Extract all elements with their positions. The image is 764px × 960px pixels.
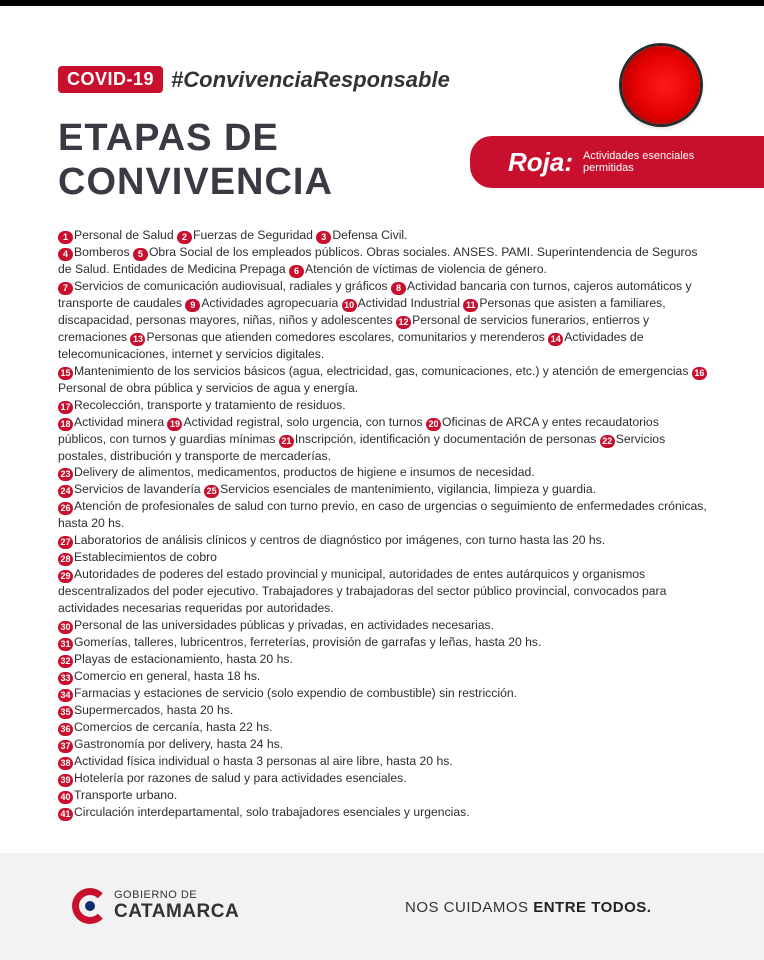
list-item <box>58 363 708 397</box>
item-number-badge: 41 <box>58 808 73 821</box>
item-text: Servicios de lavandería <box>74 482 205 497</box>
item-text: Atención de víctimas de violencia de género. <box>305 262 547 276</box>
item-text: Personas que atienden comedores escolares, comunitarios y merenderos <box>146 330 549 344</box>
item-text: Servicios esenciales de mantenimiento, vigilancia, limpieza y guardia. <box>220 482 597 497</box>
item-number-badge: 2 <box>177 231 192 244</box>
item-number-badge: 5 <box>133 248 148 261</box>
item-number-badge: 19 <box>167 418 182 431</box>
item-number-badge: 12 <box>396 316 411 329</box>
list-item <box>58 464 708 481</box>
item-number-badge: 39 <box>58 774 73 787</box>
item-number-badge: 13 <box>130 333 145 346</box>
item-text: Gastronomía por delivery, hasta 24 hs. <box>74 736 284 751</box>
list-item <box>58 685 708 702</box>
item-number-badge: 24 <box>58 485 73 498</box>
item-text: Actividad registral, solo urgencia, con turnos <box>183 414 427 429</box>
item-number-badge: 17 <box>58 401 73 414</box>
gov-line-1: GOBIERNO DE <box>114 889 198 901</box>
item-number-badge: 23 <box>58 468 73 481</box>
item-number-badge: 34 <box>58 689 73 702</box>
item-text: Establecimientos de cobro <box>74 550 217 565</box>
item-text: Recolección, transporte y tratamiento de residuos. <box>74 397 346 412</box>
title-line-2: CONVIVENCIA <box>58 161 333 203</box>
item-number-badge: 14 <box>548 333 563 346</box>
item-text: Inscripción, identificación y documentación de personas <box>294 431 600 446</box>
slogan-part-1: NOS CUIDAMOS <box>405 899 534 916</box>
covid-badge: COVID-19 <box>58 66 163 93</box>
item-text: Servicios de comunicación audiovisual, radiales y gráficos <box>74 279 392 293</box>
top-border <box>0 0 764 6</box>
item-text: Atención de profesionales de salud con turno previo, en caso de urgencias o seguimiento de enfermedades crónicas, hasta 20 hs. <box>58 499 707 531</box>
item-text: Hotelería por razones de salud y para actividades esenciales. <box>74 770 407 785</box>
item-number-badge: 9 <box>185 299 200 312</box>
item-number-badge: 11 <box>463 299 478 312</box>
list-item <box>58 702 708 719</box>
item-number-badge: 21 <box>279 435 294 448</box>
slogan <box>405 899 651 916</box>
item-text: Comercio en general, hasta 18 hs. <box>74 668 261 683</box>
list-item <box>58 770 708 787</box>
item-number-badge: 6 <box>289 265 304 278</box>
government-logo <box>72 888 239 924</box>
item-text: Fuerzas de Seguridad <box>193 228 317 242</box>
red-light-icon <box>622 46 700 124</box>
item-number-badge: 31 <box>58 638 73 651</box>
item-number-badge: 35 <box>58 706 73 719</box>
item-text: Personal de Salud <box>74 228 177 242</box>
item-number-badge: 4 <box>58 248 73 261</box>
item-number-badge: 29 <box>58 570 73 583</box>
item-number-badge: 26 <box>58 502 73 515</box>
item-number-badge: 10 <box>342 299 357 312</box>
item-number-badge: 1 <box>58 231 73 244</box>
item-number-badge: 25 <box>204 485 219 498</box>
item-number-badge: 16 <box>692 367 707 380</box>
header-tag <box>58 66 450 93</box>
list-item <box>58 634 708 651</box>
item-number-badge: 38 <box>58 757 73 770</box>
item-number-badge: 20 <box>426 418 441 431</box>
item-number-badge: 3 <box>316 231 331 244</box>
list-item <box>58 753 708 770</box>
list-item <box>58 787 708 804</box>
stage-desc-line-1: Actividades esenciales <box>583 150 695 162</box>
list-item <box>58 719 708 736</box>
stage-description <box>583 150 694 174</box>
item-text: Autoridades de poderes del estado provincial y municipal, autoridades de entes autárquicos y organismos descentralizados del poder ejecutivo. Trabajadores y trabajadoras del sector público provincial, convocados para actividades necesarias requeridas por autoridades. <box>58 567 667 615</box>
item-number-badge: 22 <box>600 435 615 448</box>
item-text: Delivery de alimentos, medicamentos, productos de higiene e insumos de necesidad. <box>74 465 535 480</box>
item-number-badge: 28 <box>58 553 73 566</box>
item-text: Personal de las universidades públicas y privadas, en actividades necesarias. <box>74 617 495 632</box>
list-item <box>58 397 708 414</box>
item-number-badge: 15 <box>58 367 73 380</box>
stage-banner <box>470 136 764 188</box>
list-item <box>58 651 708 668</box>
item-number-badge: 37 <box>58 740 73 753</box>
item-number-badge: 18 <box>58 418 73 431</box>
list-item <box>58 481 708 498</box>
item-text: Defensa Civil. <box>332 228 408 242</box>
item-text: Personal de servicios funerarios, entierros y cremaciones <box>58 313 650 344</box>
item-number-badge: 33 <box>58 672 73 685</box>
government-name <box>114 889 239 923</box>
list-item <box>58 566 708 617</box>
item-text: Mantenimiento de los servicios básicos (agua, electricidad, gas, comunicaciones, etc.) y atención de emergencias <box>74 363 692 378</box>
item-text: Oficinas de ARCA y entes recaudatorios públicos, con turnos y guardias mínimas <box>58 414 659 446</box>
stage-label: Roja: <box>508 146 573 177</box>
item-text: Transporte urbano. <box>74 787 178 802</box>
item-text: Gomerías, talleres, lubricentros, ferreterías, provisión de garrafas y leñas, hasta 20 hs. <box>74 634 542 649</box>
catamarca-logo-icon <box>72 888 108 924</box>
item-text: Supermercados, hasta 20 hs. <box>74 702 234 717</box>
item-text: Actividad física individual o hasta 3 personas al aire libre, hasta 20 hs. <box>74 753 453 768</box>
list-item <box>58 617 708 634</box>
list-item <box>58 278 708 363</box>
list-item <box>58 498 708 532</box>
item-text: Obra Social de los empleados públicos. Obras sociales. ANSES. PAMI. Superintendencia de Seguros de Salud. Entidades de Medicina Prepaga <box>58 245 698 276</box>
item-text: Actividades agropecuaria <box>201 296 342 310</box>
item-text: Bomberos <box>74 245 133 259</box>
item-text: Circulación interdepartamental, solo trabajadores esenciales y urgencias. <box>74 804 470 819</box>
list-item <box>58 532 708 549</box>
item-text: Farmacias y estaciones de servicio (solo expendio de combustible) sin restricción. <box>74 685 518 700</box>
activities-list <box>58 227 708 821</box>
hashtag: #ConvivenciaResponsable <box>171 66 450 92</box>
title-line-1: ETAPAS DE <box>58 117 279 159</box>
slogan-part-2: ENTRE TODOS. <box>533 899 652 916</box>
gov-line-2: CATAMARCA <box>114 901 240 922</box>
item-text: Personas que asisten a familiares, discapacidad, personas mayores, niñas, niños y adolescentes <box>58 296 666 327</box>
item-text: Laboratorios de análisis clínicos y centros de diagnóstico por imágenes, con turno hasta las 20 hs. <box>74 533 606 548</box>
item-text: Actividad bancaria con turnos, cajeros automáticos y transporte de caudales <box>58 279 692 310</box>
stage-desc-line-2: permitidas <box>583 162 634 174</box>
item-text: Comercios de cercanía, hasta 22 hs. <box>74 719 273 734</box>
item-number-badge: 36 <box>58 723 73 736</box>
list-item <box>58 227 708 244</box>
item-text: Playas de estacionamiento, hasta 20 hs. <box>74 651 293 666</box>
item-text: Actividades de telecomunicaciones, internet y servicios digitales. <box>58 330 644 361</box>
page-title <box>58 116 333 204</box>
list-item <box>58 668 708 685</box>
item-text: Actividad Industrial <box>357 296 464 310</box>
list-item <box>58 804 708 821</box>
list-item <box>58 736 708 753</box>
item-number-badge: 7 <box>58 282 73 295</box>
list-item <box>58 549 708 566</box>
item-number-badge: 8 <box>391 282 406 295</box>
item-text: Personal de obra pública y servicios de agua y energía. <box>58 380 359 395</box>
item-number-badge: 30 <box>58 621 73 634</box>
item-text: Actividad minera <box>74 414 168 429</box>
item-number-badge: 27 <box>58 536 73 549</box>
item-number-badge: 40 <box>58 791 73 804</box>
item-text: Servicios postales, distribución y transporte de mercaderías. <box>58 431 666 463</box>
item-number-badge: 32 <box>58 655 73 668</box>
list-item <box>58 244 708 278</box>
list-item <box>58 414 708 465</box>
